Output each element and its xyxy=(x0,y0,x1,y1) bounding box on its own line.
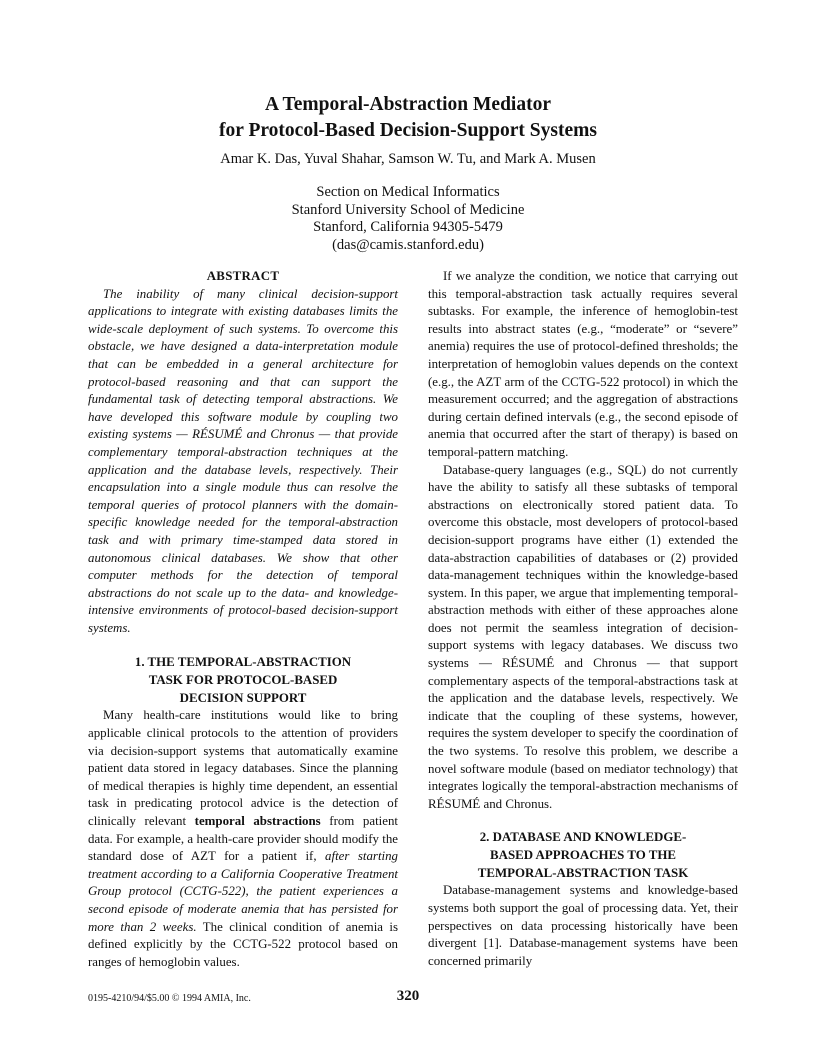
section-2-heading-line: BASED APPROACHES TO THE xyxy=(490,848,676,863)
section-1-heading xyxy=(88,653,398,707)
abstract-text: The inability of many clinical decision-support applications to integrate with existing databases limits the wide-scale deployment of such systems. To overcome this obstacle, we have designed a data-interpretation module that can be embedded in a general architecture for protocol-based reasoning and that can support the fundamental task of detecting temporal abstractions. We have developed this software module by coupling two existing systems — RÉSUMÉ and Chronus — that provide complementary temporal-abstraction techniques at the application and the database levels, respectively. Their encapsulation into a single module thus can resolve the temporal queries of protocol planners with the domain-specific knowledge needed for the temporal-abstraction task and with primary time-stamped data stored in autonomous clinical databases. We show that other computer methods for the detection of temporal abstractions do not scale up to the data- and knowledge-intensive environments of protocol-based decision-support systems. xyxy=(88,286,398,635)
section-1-heading-line: DECISION SUPPORT xyxy=(179,691,307,706)
body-text: Many health-care institutions would like to bring applicable clinical protocols to the attention of providers via decision-support systems that automatically examine patient data stored in legacy databases. Since the planning of medical therapies is highly time dependent, an essential task in predicating protocol advice is the detection of clinically relevant xyxy=(88,708,398,829)
section-1-paragraph xyxy=(88,707,398,971)
bold-term: temporal abstractions xyxy=(194,814,321,829)
left-column xyxy=(88,268,398,971)
section-1-heading-line: 1. THE TEMPORAL-ABSTRACTION xyxy=(134,655,352,670)
authors: Amar K. Das, Yuval Shahar, Samson W. Tu, and Mark A. Musen xyxy=(220,151,596,167)
section-1-heading-line: TASK FOR PROTOCOL-BASED xyxy=(148,673,338,688)
affiliation-line: Stanford, California 94305-5479 xyxy=(313,219,503,235)
body-text: The clinical condition of anemia is defined explicitly by the CCTG-522 protocol based on ranges of hemoglobin values. xyxy=(88,919,399,969)
title-line-2: for Protocol-Based Decision-Support Systems xyxy=(219,120,597,141)
affiliation xyxy=(0,184,816,254)
paper-title xyxy=(0,92,816,144)
affiliation-line: Section on Medical Informatics xyxy=(316,184,500,200)
author-email: (das@camis.stanford.edu) xyxy=(332,236,484,253)
section-2-heading-line: 2. DATABASE AND KNOWLEDGE- xyxy=(479,830,687,845)
right-column xyxy=(428,268,738,970)
body-text: from patient data. For example, a health-care provider should modify the standard dose of AZT for a patient if, xyxy=(88,814,398,864)
italic-example: after starting treatment according to a California Cooperative Treatment Group protocol (CCTG-522), the patient experiences a second episode of moderate anemia that has persisted for more than 2 weeks. xyxy=(88,849,399,934)
page-number: 320 xyxy=(396,988,420,1004)
section-2-paragraph: Database-management systems and knowledge-based systems both support the goal of processing data. Yet, their perspectives on data processing historically have been divergent [1]. Database-management systems have been concerned primarily xyxy=(428,883,738,968)
abstract-heading: ABSTRACT xyxy=(206,269,280,283)
right-paragraph-2: Database-query languages (e.g., SQL) do not currently have the ability to satisfy all these subtasks of temporal abstractions on electronically stored patient data. To overcome this obstacle, most developers of protocol-based decision-support programs have either (1) extended the data-abstraction capabilities of databases or (2) provided data-management techniques within the knowledge-based system. In this paper, we argue that implementing temporal-abstraction methods with either of these approaches alone does not permit the seamless integration of decision-support systems with legacy databases. We discuss two systems — RÉSUMÉ and Chronus — that support complementary aspects of the temporal-abstractions task at the application and the database levels, respectively. We indicate that the coupling of these systems, however, requires the system developer to specify the coordination of the two systems. To resolve this problem, we describe a novel software module (based on mediator technology) that integrates logically the temporal-abstraction mechanisms of RÉSUMÉ and Chronus. xyxy=(428,462,738,811)
copyright-footer: 0195-4210/94/$5.00 © 1994 AMIA, Inc. xyxy=(88,993,251,1004)
title-line-1: A Temporal-Abstraction Mediator xyxy=(265,94,551,115)
affiliation-line: Stanford University School of Medicine xyxy=(291,201,525,218)
section-2-heading-line: TEMPORAL-ABSTRACTION TASK xyxy=(477,866,689,881)
right-paragraph-1: If we analyze the condition, we notice that carrying out this temporal-abstraction task actually requires several subtasks. For example, the inference of hemoglobin-test results into abstract states (e.g., “moderate” or “severe” anemia) requires the use of protocol-defined thresholds; the interpretation of hemoglobin values depends on the context (e.g., the AZT arm of the CCTG-522 protocol) in which the measurement occurred; and the aggregation of abstractions during certain defined intervals (e.g., the second episode of anemia that occurred after the start of therapy) is based on temporal-pattern matching. xyxy=(428,269,738,459)
section-2-heading xyxy=(428,828,738,882)
